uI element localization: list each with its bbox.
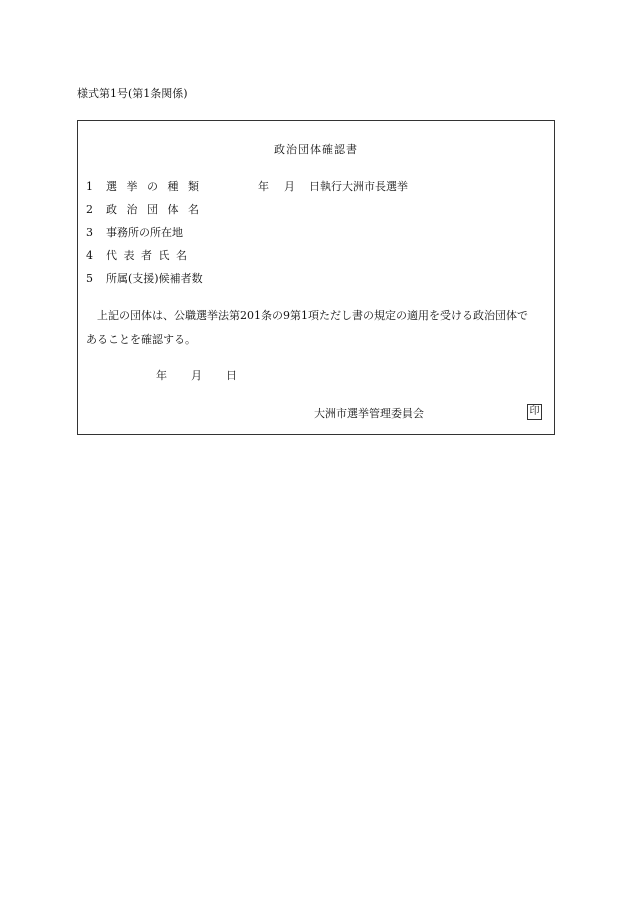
paragraph-line: 上記の団体は、公職選挙法第201条の9第1項ただし書の規定の適用を受ける政治団体で: [97, 309, 528, 322]
date-year: 年: [156, 369, 167, 382]
item-label: 代 表 者 氏 名: [106, 249, 189, 262]
date-month: 月: [191, 369, 202, 382]
item-label: 政 治 団 体 名: [106, 203, 202, 216]
form-number: 様式第1号(第1条関係): [77, 87, 188, 100]
election-type-value: [258, 178, 408, 194]
item-election-type: [86, 178, 202, 194]
item-number: 2: [86, 203, 93, 216]
item-number: 5: [86, 272, 93, 285]
paragraph-line: あることを確認する。: [86, 333, 196, 346]
item-office-address: [86, 224, 183, 240]
item-group-name: [86, 201, 202, 217]
item-representative-name: [86, 247, 189, 263]
item-supported-candidates: [86, 270, 203, 286]
item-label: 事務所の所在地: [106, 226, 183, 239]
election-committee-name: 大洲市選挙管理委員会: [314, 407, 424, 420]
item-number: 1: [86, 180, 93, 193]
date-day: 日: [226, 369, 237, 382]
item-label: 選 挙 の 種 類: [106, 180, 202, 193]
seal-mark: 印: [527, 404, 542, 420]
certificate-box: [77, 120, 555, 435]
election-day-name: 日執行大洲市長選挙: [309, 180, 408, 193]
election-year: 年: [258, 180, 269, 193]
election-month: 月: [284, 180, 295, 193]
item-label: 所属(支援)候補者数: [106, 272, 203, 285]
item-number: 4: [86, 249, 93, 262]
document-title: 政治団体確認書: [274, 143, 358, 156]
item-number: 3: [86, 226, 93, 239]
certification-date: [156, 367, 237, 383]
certification-paragraph: [86, 304, 556, 352]
